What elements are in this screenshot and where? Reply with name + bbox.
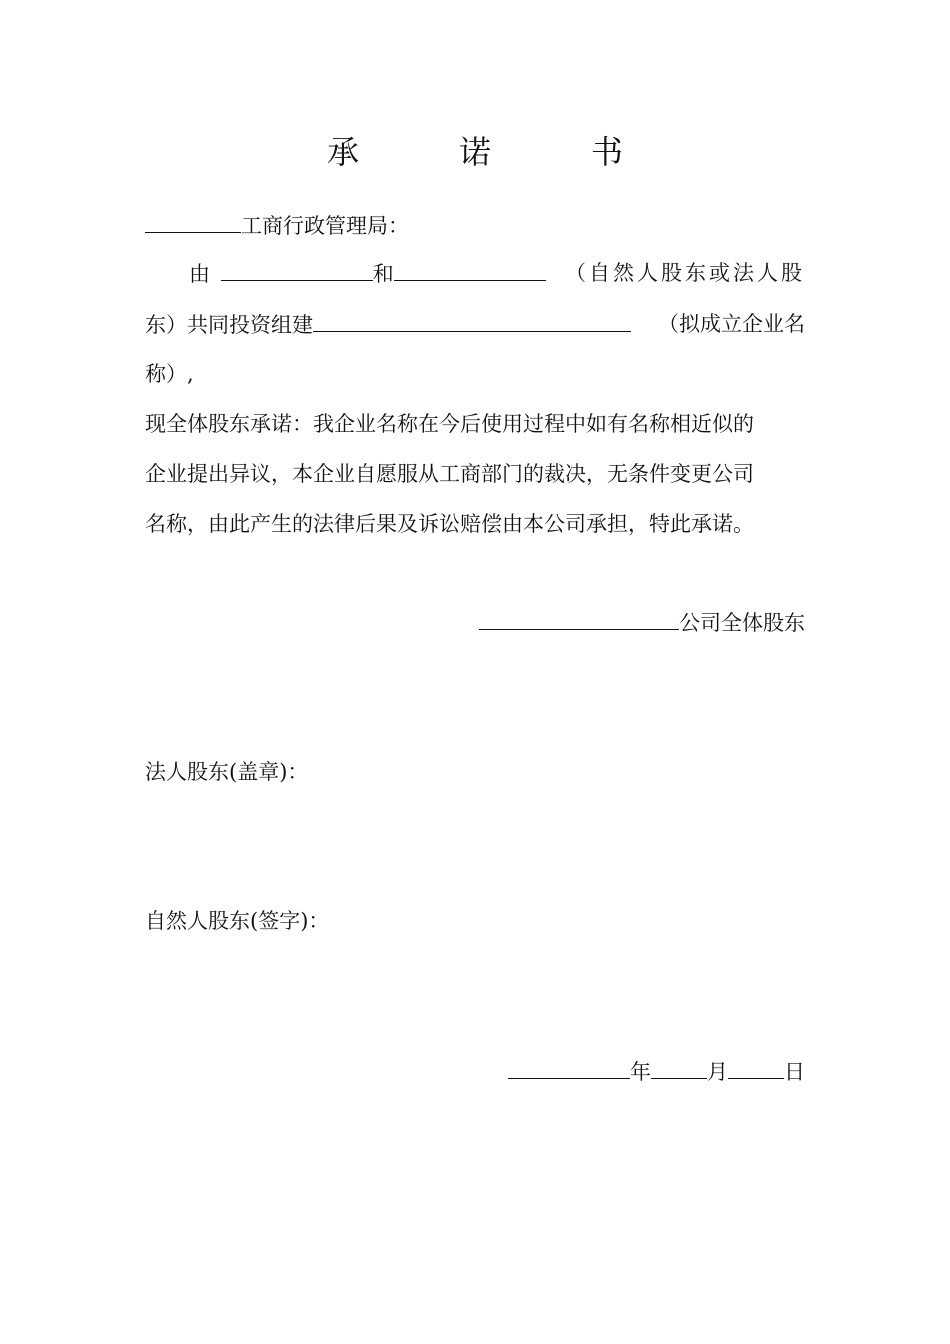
salutation-suffix: 工商行政管理局： [241, 214, 409, 238]
day-blank[interactable] [728, 1056, 784, 1079]
company-name-blank[interactable] [313, 309, 631, 332]
day-label: 日 [784, 1060, 805, 1084]
shareholder-a-blank[interactable] [221, 258, 373, 281]
body-line-2: 企业提出异议，本企业自愿服从工商部门的裁决，无条件变更公司 [145, 462, 754, 486]
p1-he-text: 和 [372, 262, 394, 286]
shareholder-b-blank[interactable] [394, 258, 546, 281]
year-label: 年 [630, 1060, 651, 1084]
salutation-line [145, 210, 805, 241]
paragraph-line-1 [145, 258, 805, 289]
authority-blank[interactable] [145, 210, 241, 233]
date-line [145, 1056, 805, 1087]
year-blank[interactable] [508, 1056, 630, 1079]
body-line-1: 现全体股东承诺：我企业名称在今后使用过程中如有名称相近似的 [145, 412, 754, 436]
month-blank[interactable] [651, 1056, 707, 1079]
p1-paren-text: （自然人股东或法人股 [565, 261, 805, 285]
month-label: 月 [707, 1060, 728, 1084]
body-line-3: 名称，由此产生的法律后果及诉讼赔偿由本公司承担，特此承诺。 [145, 512, 754, 536]
natural-shareholder-label: 自然人股东(签字)： [145, 909, 330, 933]
paragraph-line-2 [145, 309, 805, 340]
company-suffix: 公司全体股东 [679, 611, 805, 635]
p2-prefix-text: 东）共同投资组建 [145, 313, 313, 337]
p2-paren-text: （拟成立企业名 [658, 312, 805, 336]
company-signature-line [145, 607, 805, 638]
p1-you-text: 由 [189, 262, 210, 286]
legal-shareholder-label: 法人股东(盖章)： [145, 760, 309, 784]
document-title: 承 诺 书 [326, 133, 657, 171]
p3-text: 称）, [145, 362, 194, 386]
company-blank[interactable] [479, 607, 679, 630]
